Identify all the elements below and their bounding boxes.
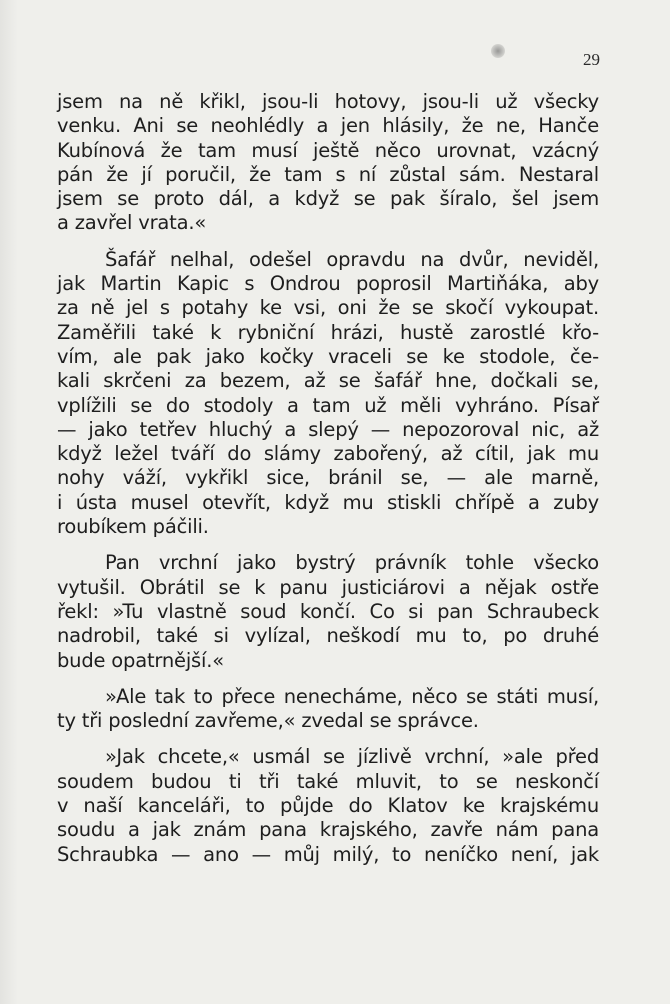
ink-smudge bbox=[491, 44, 505, 58]
text-line: nohy váží, vykřikl sice, bránil se, — ale marně, bbox=[57, 466, 599, 490]
text-line: i ústa musel otevřít, když mu stiskli chřípě a zuby bbox=[57, 490, 599, 514]
text-line: za ně jel s potahy ke vsi, oni že se skočí vykoupat. bbox=[57, 296, 599, 320]
text-line: jak Martin Kapic s Ondrou poprosil Martiňáka, aby bbox=[57, 272, 599, 296]
text-line: Pan vrchní jako bystrý právník tohle všecko bbox=[105, 551, 599, 575]
text-line: a zavřel vrata.« bbox=[57, 211, 207, 235]
text-line: vplížili se do stodoly a tam už měli vyhráno. Písař bbox=[57, 393, 599, 417]
text-line: Kubínová že tam musí ještě něco urovnat, vzácný bbox=[57, 138, 599, 162]
text-line: venku. Ani se neohlédly a jen hlásily, že ne, Hanče bbox=[57, 114, 599, 138]
text-line: vytušil. Obrátil se k panu justiciárovi a nějak ostře bbox=[57, 575, 599, 599]
text-line: když ležel tváří do slámy zabořený, až cítil, jak mu bbox=[57, 442, 599, 466]
text-line: kali skrčeni za bezem, až se šafář hne, dočkali se, bbox=[57, 369, 599, 393]
text-line: — jako tetřev hluchý a slepý — nepozoroval nic, až bbox=[57, 417, 599, 441]
body-text bbox=[57, 90, 599, 867]
text-line: vím, ale pak jako kočky vraceli se ke stodole, če- bbox=[57, 344, 599, 368]
text-line: pán že jí poručil, že tam s ní zůstal sám. Nestaral bbox=[57, 162, 599, 186]
paragraph-5 bbox=[57, 745, 599, 866]
text-line: jsem na ně křikl, jsou-li hotovy, jsou-li už všecky bbox=[57, 90, 599, 113]
text-line: Šafář nelhal, odešel opravdu na dvůr, neviděl, bbox=[105, 247, 599, 271]
page-number: 29 bbox=[583, 50, 600, 69]
text-line: soudem budou ti tři také mluvit, to se neskončí bbox=[57, 769, 599, 793]
text-line: ty tři poslední zavřeme,« zvedal se správce. bbox=[57, 709, 479, 733]
text-line: roubíkem páčili. bbox=[57, 515, 209, 539]
text-line: jsem se proto dál, a když se pak šíralo, šel jsem bbox=[57, 187, 599, 211]
text-line: »Ale tak to přece nenecháme, něco se státi musí, bbox=[105, 684, 599, 708]
text-line: soudu a jak znám pana krajského, zavře nám pana bbox=[57, 818, 599, 842]
text-line: v naší kanceláři, to půjde do Klatov ke krajskému bbox=[57, 794, 599, 818]
text-line: bude opatrnější.« bbox=[57, 648, 224, 672]
text-line: »Jak chcete,« usmál se jízlivě vrchní, »ale před bbox=[105, 745, 599, 769]
paragraph-4 bbox=[57, 685, 599, 734]
paragraph-1 bbox=[57, 90, 599, 236]
text-line: Zaměřili také k rybniční hrázi, hustě zarostlé křo- bbox=[57, 320, 599, 344]
paragraph-3 bbox=[57, 551, 599, 672]
text-line: nadrobil, také si vylízal, neškodí mu to, po druhé bbox=[57, 624, 599, 648]
text-line: řekl: »Tu vlastně soud končí. Co si pan Schraubeck bbox=[57, 599, 599, 623]
paragraph-2 bbox=[57, 248, 599, 540]
text-line: Schraubka — ano — můj milý, to neníčko není, jak bbox=[57, 842, 599, 866]
